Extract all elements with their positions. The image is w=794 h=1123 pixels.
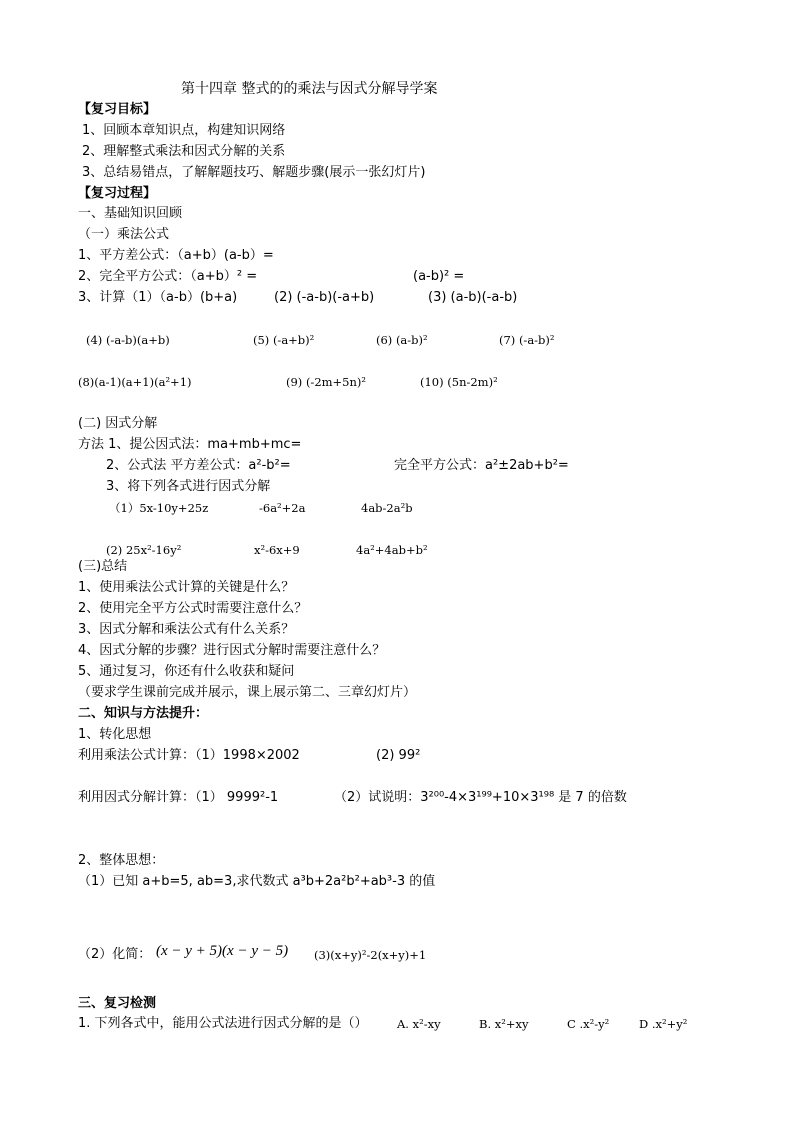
exercise-item: (4) (-a-b)(a+b) <box>86 333 170 347</box>
topic-line: 2、整体思想： <box>78 853 165 868</box>
problem-line: (3)(x+y)²-2(x+y)+1 <box>314 948 427 962</box>
method-line: 完全平方公式：a²±2ab+b²= <box>394 458 569 473</box>
summary-question: 2、使用完全平方公式时需要注意什么？ <box>78 601 308 616</box>
summary-question: 5、通过复习，你还有什么收获和疑问 <box>78 664 295 679</box>
topic-line: 1、转化思想 <box>78 727 152 742</box>
section3-heading: 三、复习检测 <box>78 996 157 1011</box>
goal-item: 1、回顾本章知识点，构建知识网络 <box>82 123 286 138</box>
subsection-multiplication: （一）乘法公式 <box>78 227 170 242</box>
problem-line: （2）化简： <box>78 947 152 962</box>
exercise-item: (3) (a-b)(-a-b) <box>428 290 518 305</box>
section2-heading: 二、知识与方法提升： <box>78 706 209 721</box>
subsection-summary: (三)总结 <box>78 559 128 574</box>
exercise-item: (2) (-a-b)(-a+b) <box>274 290 375 305</box>
subsection-factorization: (二) 因式分解 <box>78 416 158 431</box>
formula-line: 2、完全平方公式：（a+b）² = <box>78 269 258 284</box>
goal-item: 2、理解整式乘法和因式分解的关系 <box>82 144 286 159</box>
factor-item: 4ab-2a²b <box>361 501 413 515</box>
calc-line: 利用乘法公式计算：（1）1998×2002 <box>78 748 300 763</box>
factor-item: -6a²+2a <box>259 501 306 515</box>
math-expression: (x − y + 5)(x − y − 5) <box>156 943 289 959</box>
formula-line: (a-b)² = <box>413 269 465 284</box>
factor-item: （1）5x-10y+25z <box>109 501 209 515</box>
exercise-item: (6) (a-b)² <box>376 333 428 347</box>
exercise-item: (7) (-a-b)² <box>499 333 555 347</box>
choice-option: C .x²-y² <box>567 1017 610 1031</box>
calc-line: （2）试说明：3²⁰⁰-4×3¹⁹⁹+10×3¹⁹⁸ 是 7 的倍数 <box>334 790 627 805</box>
factor-item: 4a²+4ab+b² <box>356 543 428 557</box>
summary-question: 3、因式分解和乘法公式有什么关系？ <box>78 622 295 637</box>
exercise-item: (5) (-a+b)² <box>253 333 315 347</box>
process-header: 【复习过程】 <box>78 186 157 201</box>
method-line: 3、将下列各式进行因式分解 <box>106 479 271 494</box>
test-question: 1. 下列各式中，能用公式法进行因式分解的是（） <box>78 1016 368 1031</box>
choice-option: D .x²+y² <box>639 1017 688 1031</box>
exercise-item: (8)(a-1)(a+1)(a²+1) <box>78 375 192 389</box>
choice-option: A. x²-xy <box>397 1017 441 1031</box>
factor-item: (2) 25x²-16y² <box>106 543 182 557</box>
section1-heading: 一、基础知识回顾 <box>78 206 183 221</box>
summary-note: （要求学生课前完成并展示，课上展示第二、三章幻灯片） <box>78 685 417 700</box>
formula-line: 1、平方差公式：（a+b）(a-b）= <box>78 248 274 263</box>
calc-line: 利用因式分解计算：（1） 9999²-1 <box>78 790 279 805</box>
summary-question: 4、因式分解的步骤？进行因式分解时需要注意什么？ <box>78 643 386 658</box>
calc-line: (2) 99² <box>376 748 421 763</box>
method-line: 方法 1、提公因式法：ma+mb+mc= <box>78 437 302 452</box>
problem-line: （1）已知 a+b=5, ab=3,求代数式 a³b+2a²b²+ab³-3 的值 <box>78 874 436 889</box>
exercise-item: (10) (5n-2m)² <box>420 375 498 389</box>
method-line: 2、公式法 平方差公式：a²-b²= <box>106 458 291 473</box>
choice-option: B. x²+xy <box>479 1017 529 1031</box>
goal-item: 3、总结易错点，了解解题技巧、解题步骤(展示一张幻灯片) <box>82 165 426 180</box>
exercise-item: (9) (-2m+5n)² <box>286 375 366 389</box>
factor-item: x²-6x+9 <box>254 543 300 557</box>
goals-header: 【复习目标】 <box>78 102 157 117</box>
exercise-item: 3、计算（1）（a-b）(b+a) <box>78 290 238 305</box>
page-title: 第十四章 整式的的乘法与因式分解导学案 <box>181 81 438 97</box>
summary-question: 1、使用乘法公式计算的关键是什么？ <box>78 580 295 595</box>
